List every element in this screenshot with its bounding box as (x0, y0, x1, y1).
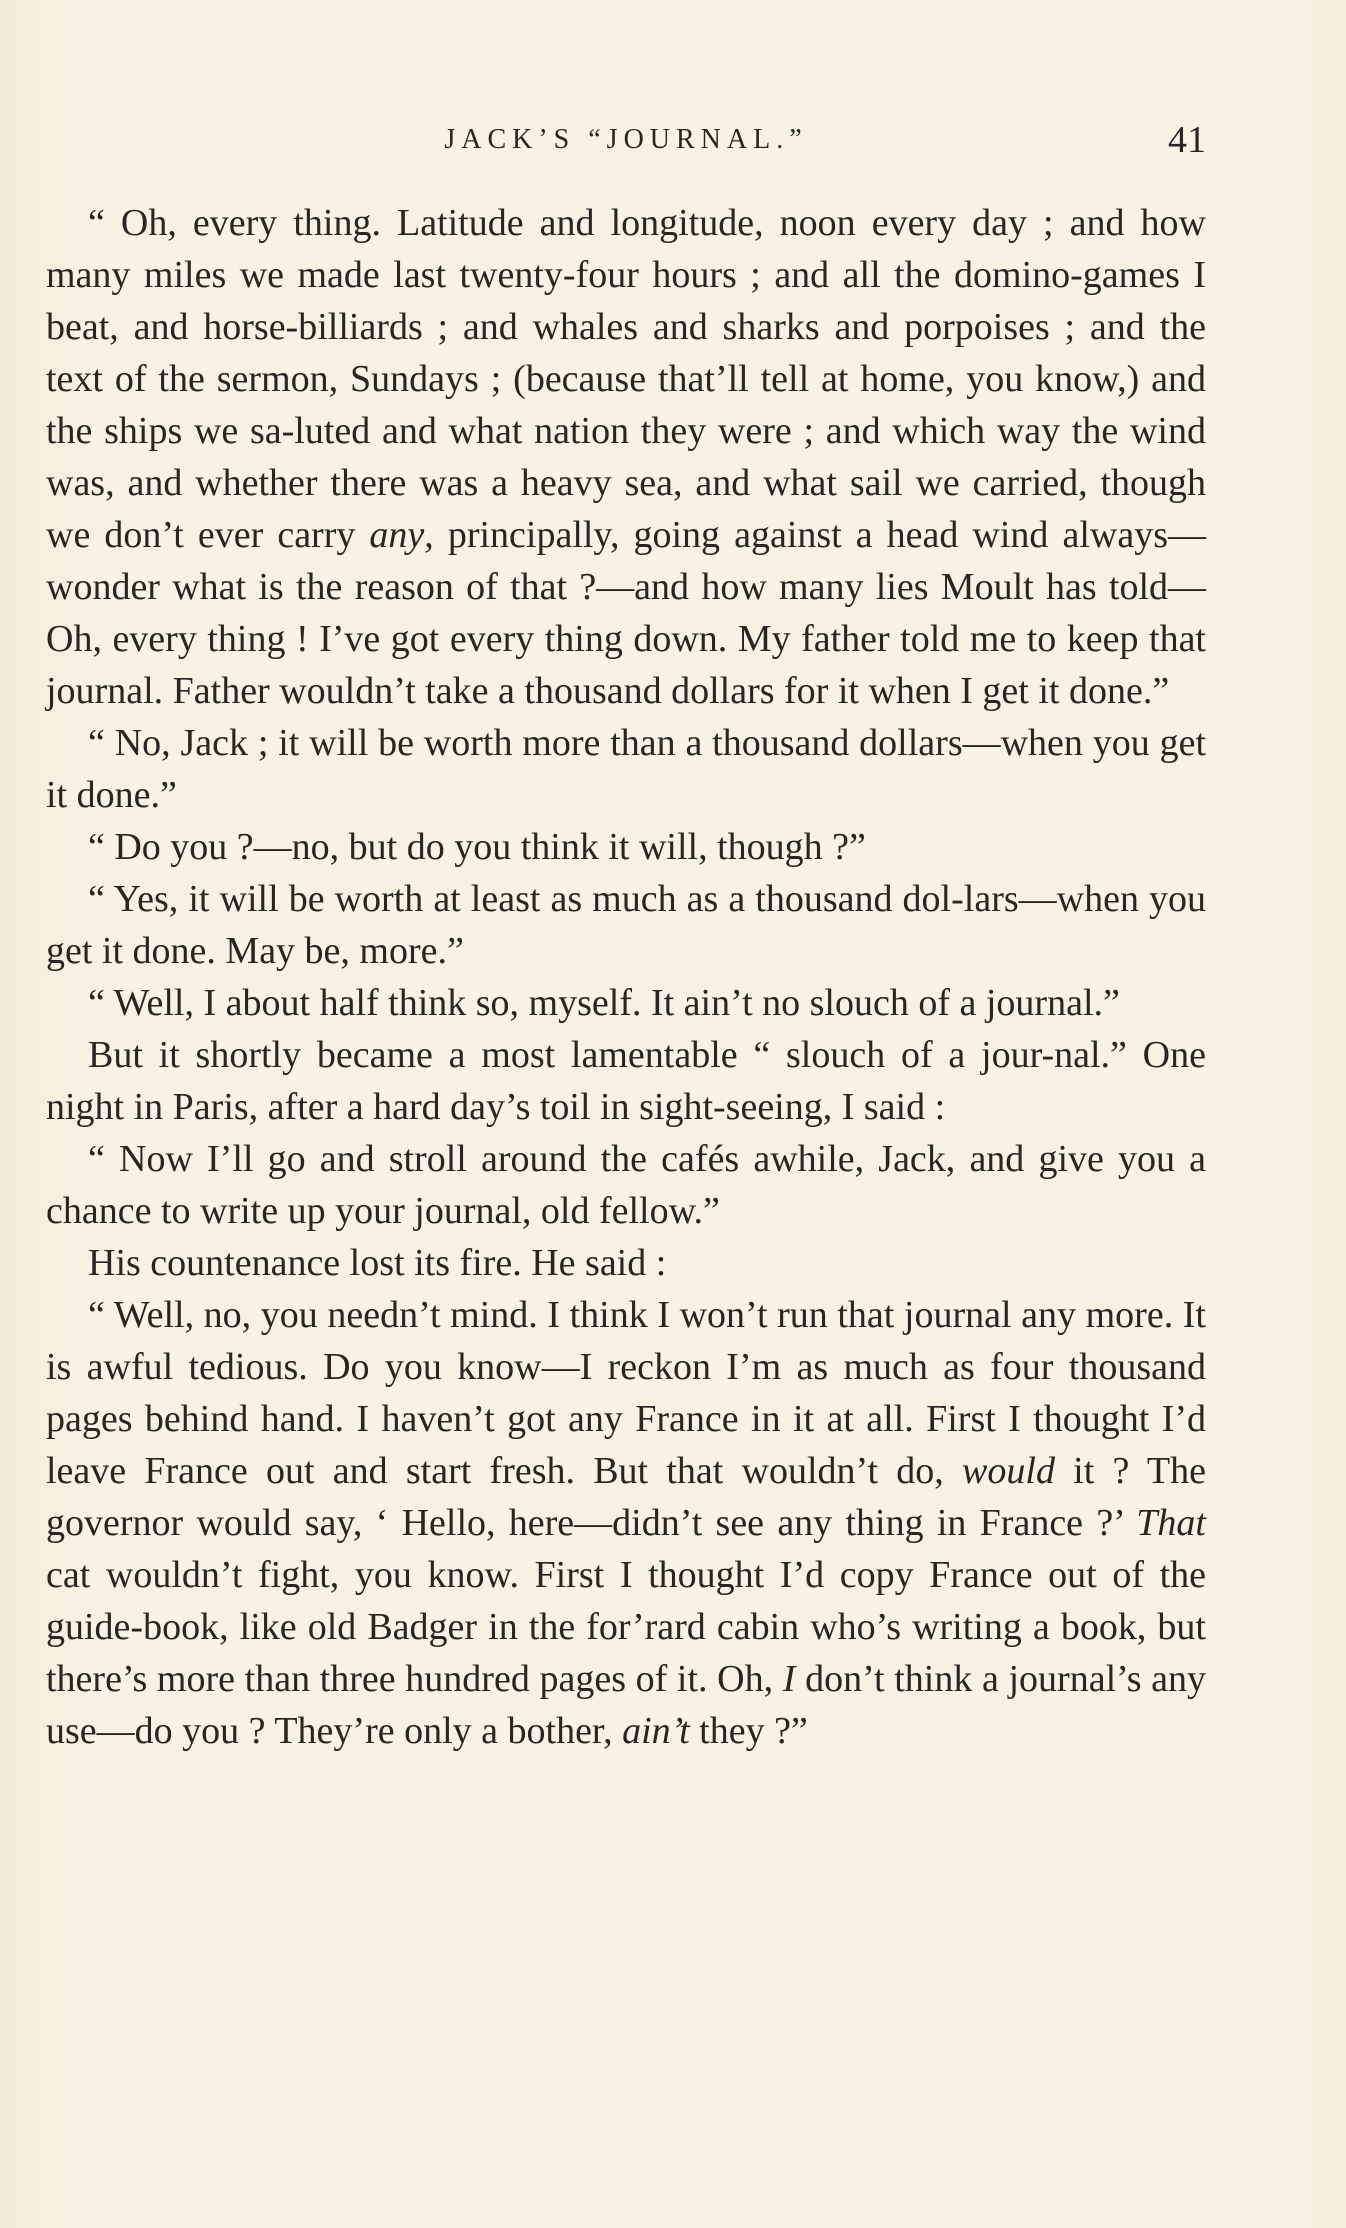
paragraph (46, 197, 1206, 717)
paragraph (46, 977, 1206, 1029)
paragraph (46, 821, 1206, 873)
text-run: it ? The governor would say, ‘ Hello, here—didn’t see any thing in France ?’ (46, 1450, 1207, 1544)
italic-text: any (369, 514, 425, 556)
text-run: But it shortly became a most lamentable “ slouch of a jour-nal.” One night in Paris, after a hard day’s toil in sight-seeing, I said : (46, 1034, 1206, 1128)
text-run: “ Well, I about half think so, myself. It ain’t no slouch of a journal.” (88, 982, 1120, 1024)
italic-text: would (962, 1450, 1055, 1492)
text-run: don’t think a journal’s any use—do you ? They’re only a bother, (46, 1658, 1206, 1752)
text-run: “ Do you ?—no, but do you think it will, though ?” (88, 826, 866, 868)
text-run: His countenance lost its fire. He said : (88, 1242, 667, 1284)
text-run: “ No, Jack ; it will be worth more than a thousand dollars—when you get it done.” (46, 722, 1206, 816)
text-run: cat wouldn’t fight, you know. First I thought I’d copy France out of the guide-book, like old Badger in the for’rard cabin who’s writing a book, but there’s more than three hundred pages of it. Oh, (46, 1554, 1206, 1700)
text-run: “ Oh, every thing. Latitude and longitude, noon every day ; and how many miles we made last twenty-four hours ; and all the domino-games I beat, and horse-billiards ; and whales and sharks and porpoises ; and the text of the sermon, Sundays ; (because that’ll tell at home, you know,) and the ships we sa-luted and what nation they were ; and which way the wind was, and whether there was a heavy sea, and what sail we carried, though we don’t ever carry (46, 202, 1206, 556)
text-run: , principally, going against a head wind always—wonder what is the reason of that ?—and how many lies Moult has told—Oh, every thing ! I’ve got every thing down. My father told me to keep that journal. Father wouldn’t take a thousand dollars for it when I get it done.” (46, 514, 1206, 712)
paragraph (46, 1133, 1206, 1237)
paragraph (46, 717, 1206, 821)
italic-text: ain’t (622, 1710, 690, 1752)
text-run: they ?” (689, 1710, 808, 1752)
paragraph (46, 1289, 1206, 1757)
running-title: JACK’S “JOURNAL.” (444, 124, 808, 155)
text-run: “ Yes, it will be worth at least as much as a thousand dol-lars—when you get it done. May be, more.” (46, 878, 1206, 972)
italic-text: That (1136, 1502, 1206, 1544)
paragraph (46, 1029, 1206, 1133)
paragraph (46, 873, 1206, 977)
page-number: 41 (1168, 119, 1206, 161)
text-run: “ Well, no, you needn’t mind. I think I won’t run that journal any more. It is awful tedious. Do you know—I reckon I’m as much as four thousand pages behind hand. I haven’t got any France in it at all. First I thought I’d leave France out and start fresh. But that wouldn’t do, (46, 1294, 1206, 1492)
text-run: “ Now I’ll go and stroll around the cafés awhile, Jack, and give you a chance to write up your journal, old fellow.” (46, 1138, 1206, 1232)
text-body (46, 197, 1206, 1757)
paragraph (46, 1237, 1206, 1289)
italic-text: I (782, 1658, 796, 1700)
running-head (46, 118, 1206, 162)
